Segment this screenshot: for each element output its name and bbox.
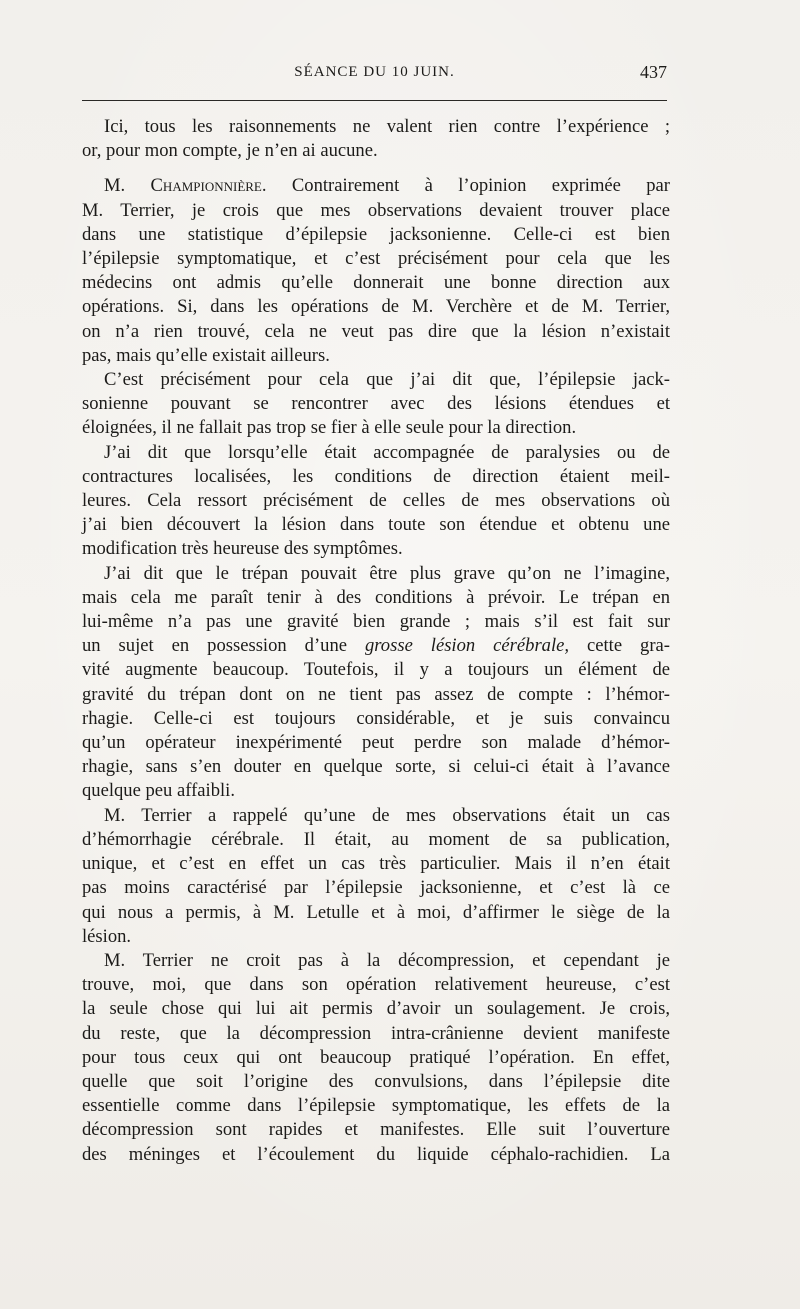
text-line: j’ai bien découvert la lésion dans toute son étendue et obtenu une (82, 514, 670, 536)
text-line: M. Terrier ne croit pas à la décompression, et cependant je (104, 949, 670, 971)
text-line: unique, et c’est en effet un cas très particulier. Mais il n’en était (82, 853, 670, 875)
text-line: modification très heureuse des symptômes. (82, 538, 403, 560)
text-line: des méninges et l’écoulement du liquide céphalo-rachidien. La (82, 1143, 670, 1165)
text-line: rhagie. Celle-ci est toujours considérable, et je suis convaincu (82, 707, 670, 729)
text-line: contractures localisées, les conditions de direction étaient meil- (82, 465, 670, 487)
text-line: on n’a rien trouvé, cela ne veut pas dire que la lésion n’existait (82, 320, 670, 342)
text-line: la seule chose qui lui ait permis d’avoir un soulagement. Je crois, (82, 998, 670, 1020)
text-line: dans une statistique d’épilepsie jacksonienne. Celle-ci est bien (82, 223, 670, 245)
text-line: M. Terrier a rappelé qu’une de mes observations était un cas (104, 804, 670, 826)
text-line: vité augmente beaucoup. Toutefois, il y a toujours un élément de (82, 659, 670, 681)
text-line: gravité du trépan dont on ne tient pas assez de compte : l’hémor- (82, 683, 670, 705)
text-line: Ici, tous les raisonnements ne valent rien contre l’expérience ; (104, 116, 670, 137)
paragraph (82, 949, 670, 1167)
paragraph (82, 804, 670, 949)
text-line: l’épilepsie symptomatique, et c’est précisément pour cela que les (82, 248, 670, 270)
text-line: C’est précisément pour cela que j’ai dit que, l’épilepsie jack- (104, 369, 670, 391)
text-line: qu’un opérateur inexpérimenté peut perdre son malade d’hémor- (82, 732, 670, 754)
text-line: d’hémorrhagie cérébrale. Il était, au moment de sa publication, (82, 828, 670, 850)
text-line: lui-même n’a pas une gravité bien grande ; mais s’il est fait sur (82, 611, 670, 633)
text-line: médecins ont admis qu’elle donnerait une bonne direction aux (82, 272, 670, 294)
header-rule (82, 100, 667, 101)
text-line (82, 634, 670, 658)
text-line: opérations. Si, dans les opérations de M. Verchère et de M. Terrier, (82, 296, 670, 318)
italic-phrase: grosse lésion cérébrale, (364, 635, 570, 657)
text-line: essentielle comme dans l’épilepsie symptomatique, les effets de la (82, 1095, 670, 1117)
page-number: 437 (640, 62, 667, 82)
text-line: J’ai dit que lorsqu’elle était accompagnée de paralysies ou de (104, 441, 670, 463)
text-line: pour tous ceux qui ont beaucoup pratiqué l’opération. En effet, (82, 1046, 670, 1068)
text-line: éloignées, il ne fallait pas trop se fier à elle seule pour la direction. (82, 417, 577, 439)
body-text (82, 115, 670, 1167)
paragraph (82, 441, 670, 562)
paragraph (82, 562, 670, 804)
text-line: mais cela me paraît tenir à des conditions à prévoir. Le trépan en (82, 586, 670, 608)
text-line: du reste, que la décompression intra-crânienne devient manifeste (82, 1022, 670, 1044)
text-line: J’ai dit que le trépan pouvait être plus grave qu’on ne l’imagine, (104, 562, 670, 584)
text-line: décompression sont rapides et manifestes. Elle suit l’ouverture (82, 1119, 670, 1141)
text-line: rhagie, sans s’en douter en quelque sorte, si celui-ci était à l’avance (82, 756, 670, 778)
text-line: sonienne pouvant se rencontrer avec des lésions étendues et (82, 393, 670, 415)
text-fragment: cette gra- (569, 635, 670, 657)
text-line: leures. Cela ressort précisément de celles de mes observations où (82, 490, 670, 512)
speaker-name: M. Championnière. (104, 175, 267, 197)
text-line: trouve, moi, que dans son opération relativement heureuse, c’est (82, 974, 670, 996)
text-line: M. Terrier, je crois que mes observations devaient trouver place (82, 199, 670, 221)
text-line: quelle que soit l’origine des convulsions, dans l’épilepsie dite (82, 1070, 670, 1092)
text-line (82, 174, 670, 198)
text-line: pas, mais qu’elle existait ailleurs. (82, 344, 330, 366)
paragraph (82, 174, 670, 368)
text-line: pas moins caractérisé par l’épilepsie jacksonienne, et c’est là ce (82, 877, 670, 899)
text-fragment: Contrairement à l’opinion exprimée par (266, 175, 670, 197)
text-line: quelque peu affaibli. (82, 780, 235, 802)
paragraph (82, 368, 670, 441)
paragraph (82, 115, 670, 163)
text-line: lésion. (82, 925, 132, 947)
text-line: qui nous a permis, à M. Letulle et à moi, d’affirmer le siège de la (82, 901, 670, 923)
page-header (82, 58, 667, 98)
running-head: SÉANCE DU 10 JUIN. (294, 64, 455, 80)
text-line: or, pour mon compte, je n’en ai aucune. (82, 140, 378, 162)
text-fragment: un sujet en possession d’une (82, 635, 365, 657)
